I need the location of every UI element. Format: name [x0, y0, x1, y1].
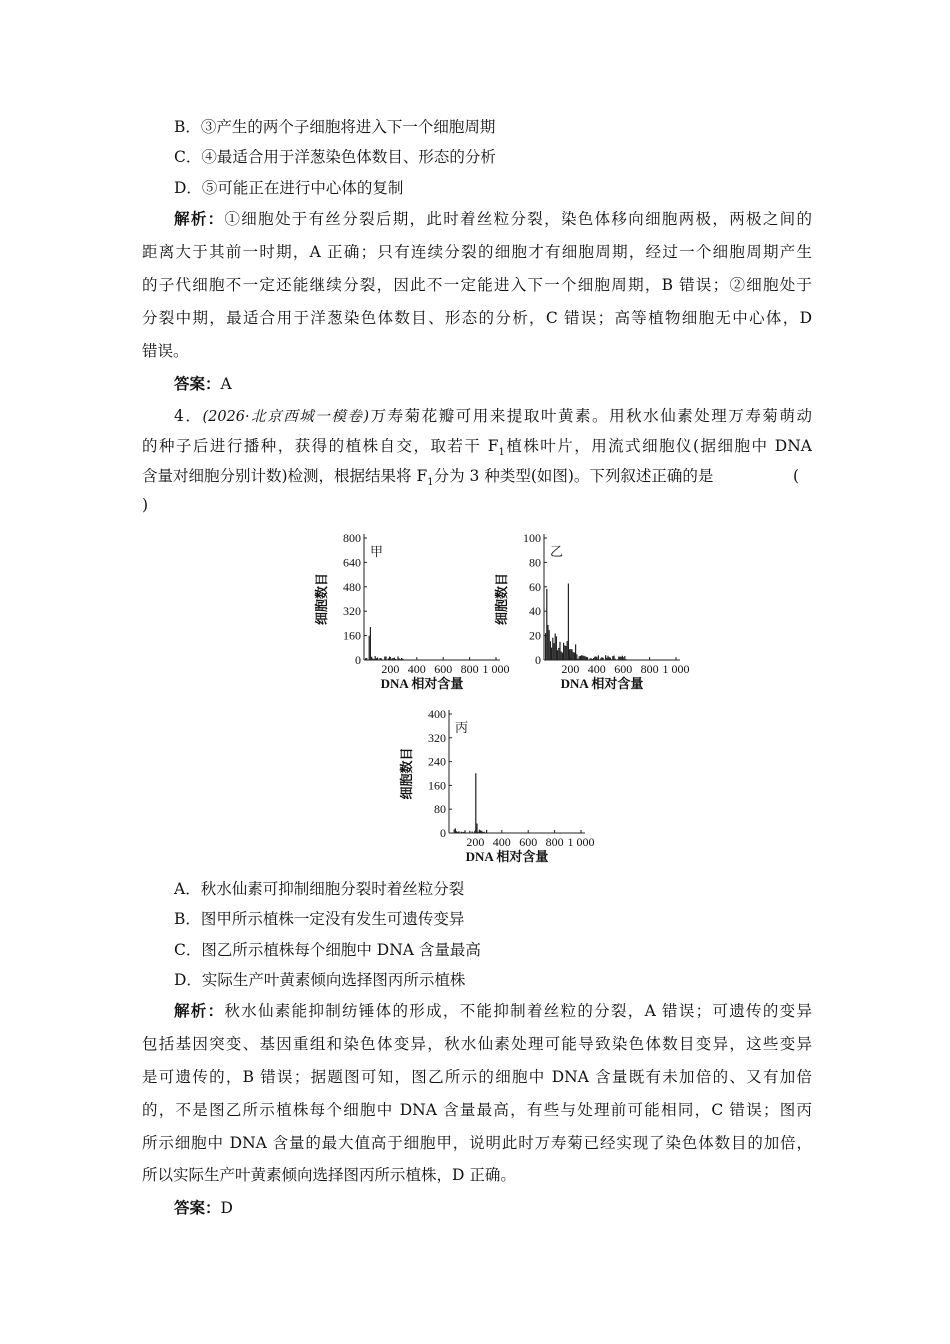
x-tick-label: 1 000	[482, 662, 510, 676]
histogram-bar	[553, 643, 554, 660]
analysis4-line-2: 包括基因突变、基因重组和染色体变异，秋水仙素处理可能导致染色体数目变异，这些变异	[142, 1035, 812, 1053]
histogram-bar	[622, 656, 623, 660]
histogram-bar	[592, 659, 593, 660]
histogram-bar	[395, 659, 396, 660]
histogram-bar	[481, 831, 482, 833]
answer-bracket-open: (	[793, 467, 800, 485]
histogram-bar	[464, 830, 465, 833]
histogram-bar	[580, 656, 581, 660]
histogram-bar	[559, 642, 560, 660]
histogram-bar	[623, 659, 624, 660]
y-tick-label: 800	[343, 531, 361, 545]
x-tick-label: 400	[492, 835, 511, 849]
option-c-q4: C．图乙所示植株每个细胞中 DNA 含量最高	[174, 941, 481, 959]
analysis-prev-line-5: 错误。	[142, 342, 189, 360]
histogram-bar	[600, 658, 601, 660]
histogram-yi	[494, 531, 690, 691]
y-tick-label: 160	[343, 628, 361, 643]
histogram-bar	[479, 830, 480, 833]
histogram-bar	[607, 656, 608, 660]
histogram-bar	[593, 658, 594, 660]
histogram-bar	[486, 830, 487, 833]
histogram-bar	[475, 773, 476, 833]
x-tick-label: 600	[434, 662, 453, 676]
histogram-bar	[388, 658, 389, 660]
histogram-bar	[565, 646, 566, 660]
histogram-bar	[549, 630, 550, 660]
histogram-bar	[610, 658, 611, 660]
histogram-bar	[558, 648, 559, 660]
histogram-bar	[567, 641, 568, 660]
histogram-bar	[603, 658, 604, 660]
y-tick-label: 80	[529, 555, 541, 570]
histogram-bar	[366, 658, 367, 660]
histogram-bar	[597, 659, 598, 660]
histogram-bar	[619, 657, 620, 660]
analysis4-line-1: 解析：秋水仙素能抑制纺锤体的形成，不能抑制着丝粒的分裂，A 错误；可遗传的变异	[174, 1001, 812, 1020]
histogram-bar	[615, 659, 616, 660]
histogram-bar	[550, 641, 551, 660]
y-tick-label: 0	[440, 826, 446, 840]
option-c-prev: C．④最适合用于洋葱染色体数目、形态的分析	[174, 148, 496, 166]
histogram-bar	[461, 832, 462, 833]
x-tick-label: 200	[381, 662, 400, 676]
histogram-bar	[589, 658, 590, 660]
histogram-bar	[400, 659, 401, 660]
histogram-bar	[581, 655, 582, 660]
option-b-q4: B．图甲所示植株一定没有发生可遗传变异	[174, 910, 465, 928]
histogram-bar	[373, 659, 374, 660]
x-tick-label: 800	[460, 662, 479, 676]
histogram-bar	[582, 655, 583, 660]
histogram-bar	[595, 656, 596, 660]
histogram-bar	[609, 657, 610, 660]
question4-line-1: 4．(2026·北京西城一模卷)万寿菊花瓣可用来提取叶黄素。用秋水仙素处理万寿菊萌动	[174, 407, 812, 425]
histogram-bar	[480, 830, 481, 833]
histogram-bar	[393, 658, 394, 660]
histogram-bar	[570, 649, 571, 660]
histogram-bar	[613, 656, 614, 660]
histogram-bar	[594, 657, 595, 660]
histogram-bar	[573, 652, 574, 660]
analysis4-line-3: 是可遗传的，B 错误；据题图可知，图乙所示的细胞中 DNA 含量既有未加倍的、又有加倍	[142, 1068, 812, 1086]
histogram-bar	[621, 657, 622, 660]
histogram-bar	[371, 657, 372, 660]
histogram-bing	[399, 707, 595, 864]
analysis-prev-line-3: 的子代细胞不一定还能继续分裂，因此不一定能进入下一个细胞周期，B 错误；②细胞处于	[142, 276, 812, 294]
histogram-bar	[587, 657, 588, 660]
histogram-bar	[401, 658, 402, 660]
histogram-bar	[591, 658, 592, 660]
histogram-bar	[384, 657, 385, 660]
histogram-bar	[611, 659, 612, 660]
histogram-bar	[575, 644, 576, 660]
histogram-bar	[463, 832, 464, 833]
histogram-bar	[598, 655, 599, 660]
analysis4-line-6: 所以实际生产叶黄素倾向选择图丙所示植株，D 正确。	[142, 1166, 516, 1184]
histogram-bar	[472, 832, 473, 833]
histogram-bar	[378, 659, 379, 660]
x-axis-label: DNA 相对含量	[380, 676, 464, 691]
y-axis-label: 细胞数目	[494, 572, 509, 626]
y-tick-label: 80	[434, 802, 446, 817]
y-tick-label: 0	[535, 653, 541, 667]
question4-line-2: 的种子后进行播种，获得的植株自交，取若干 $F_1$植株叶片，用流式细胞仪(据细胞中 DNA	[142, 437, 812, 459]
panel-label: 甲	[370, 544, 384, 559]
histogram-bar	[561, 651, 562, 660]
histogram-bar	[381, 658, 382, 660]
x-tick-label: 600	[614, 662, 633, 676]
option-d-q4: D．实际生产叶黄素倾向选择图丙所示植株	[174, 971, 466, 989]
histogram-bar	[457, 832, 458, 833]
histogram-bar	[455, 828, 456, 833]
panel-label: 丙	[455, 720, 469, 735]
histogram-bar	[569, 649, 570, 660]
histogram-bar	[551, 648, 552, 660]
histogram-bar	[568, 584, 569, 660]
histogram-bar	[577, 659, 578, 660]
histogram-bar	[545, 633, 546, 660]
histogram-bar	[583, 656, 584, 660]
histogram-bar	[454, 829, 455, 833]
histogram-bar	[624, 656, 625, 660]
histogram-bar	[379, 658, 380, 660]
y-tick-label: 240	[428, 754, 446, 769]
histogram-bar	[389, 657, 390, 660]
y-axis-label: 细胞数目	[399, 747, 414, 800]
y-tick-label: 160	[428, 778, 446, 793]
x-tick-label: 200	[561, 662, 580, 676]
histogram-bar	[571, 649, 572, 660]
histogram-bar	[372, 658, 373, 660]
histogram-bars	[365, 627, 405, 660]
y-axis-label: 细胞数目	[314, 572, 329, 626]
histogram-bar	[482, 832, 483, 833]
histogram-bar	[382, 659, 383, 660]
histogram-bar	[552, 638, 553, 660]
x-tick-label: 800	[545, 835, 564, 849]
histogram-bar	[601, 657, 602, 660]
answer-prev: 答案：A	[174, 374, 232, 393]
x-axis-label: DNA 相对含量	[560, 676, 644, 691]
analysis-prev-line-2: 距离大于其前一时期，A 正确；只有连续分裂的细胞才有细胞周期，经过一个细胞周期产生	[142, 243, 812, 261]
histogram-bar	[467, 832, 468, 833]
option-d-prev: D．⑤可能正在进行中心体的复制	[174, 179, 404, 197]
histogram-bar	[478, 832, 479, 833]
option-b-prev: B．③产生的两个子细胞将进入下一个细胞周期	[174, 118, 496, 136]
y-tick-label: 40	[529, 604, 541, 619]
analysis-prev-line-4: 分裂中期，最适合用于洋葱染色体数目、形态的分析，C 错误；高等植物细胞无中心体，D	[142, 309, 812, 327]
y-tick-label: 100	[523, 531, 541, 545]
histogram-bar	[375, 656, 376, 660]
histogram-bar	[579, 656, 580, 660]
question4-line-3: 含量对细胞分别计数)检测，根据结果将 $F_1$分为 3 种类型(如图)。下列叙述正确的是	[142, 467, 714, 489]
histogram-bar	[390, 659, 391, 660]
histogram-bar	[458, 831, 459, 833]
y-tick-label: 400	[428, 707, 446, 721]
histogram-bar	[617, 659, 618, 660]
histogram-bar	[476, 824, 477, 833]
histogram-bar	[585, 656, 586, 660]
y-tick-label: 0	[355, 653, 361, 667]
histogram-bar	[365, 658, 366, 660]
histogram-bar	[546, 589, 547, 660]
x-tick-label: 200	[466, 835, 485, 849]
histogram-bar	[456, 831, 457, 833]
histogram-bar	[605, 655, 606, 660]
y-tick-label: 480	[343, 579, 361, 594]
histogram-bar	[369, 636, 370, 660]
histogram-bar	[555, 634, 556, 660]
x-tick-label: 1 000	[567, 835, 595, 849]
histogram-bar	[563, 643, 564, 660]
histogram-bars	[450, 773, 490, 833]
x-tick-label: 1 000	[662, 662, 690, 676]
y-tick-label: 320	[428, 730, 446, 745]
histogram-bar	[484, 832, 485, 833]
histogram-bar	[385, 656, 386, 660]
option-a-q4: A．秋水仙素可抑制细胞分裂时着丝粒分裂	[174, 880, 465, 898]
histogram-bar	[377, 658, 378, 660]
answer-q4: 答案：D	[174, 1198, 233, 1217]
histogram-bar	[586, 657, 587, 660]
histogram-bar	[462, 832, 463, 833]
histogram-bar	[376, 658, 377, 660]
histogram-bar	[564, 645, 565, 660]
histogram-bar	[574, 653, 575, 660]
histogram-bar	[399, 658, 400, 660]
y-tick-label: 60	[529, 579, 541, 594]
x-axis-label: DNA 相对含量	[465, 849, 549, 864]
y-tick-label: 640	[343, 555, 361, 570]
histogram-bar	[403, 659, 404, 660]
histogram-bar	[474, 831, 475, 833]
histogram-bar	[557, 650, 558, 660]
histogram-bars	[545, 584, 627, 660]
histogram-bar	[562, 653, 563, 660]
x-tick-label: 400	[587, 662, 606, 676]
histogram-bar	[370, 627, 371, 660]
y-tick-label: 20	[529, 628, 541, 643]
histogram-bar	[547, 625, 548, 660]
histogram-bar	[612, 656, 613, 660]
histogram-bar	[576, 654, 577, 660]
answer-bracket-close: )	[142, 496, 149, 514]
histogram-bar	[606, 658, 607, 660]
analysis-prev-line-1: 解析：①细胞处于有丝分裂后期，此时着丝粒分裂，染色体移向细胞两极，两极之间的	[174, 209, 812, 228]
histogram-bar	[396, 659, 397, 660]
histogram-jia	[314, 531, 510, 691]
analysis4-line-5: 所示细胞中 DNA 含量的最大值高于细胞甲，说明此时万寿菊已经实现了染色体数目的加倍，	[142, 1134, 812, 1152]
histogram-bar	[394, 658, 395, 660]
analysis4-line-4: 的，不是图乙所示植株每个细胞中 DNA 含量最高，有些与处理前可能相同，C 错误；图丙	[142, 1101, 812, 1119]
x-tick-label: 800	[640, 662, 659, 676]
y-tick-label: 320	[343, 604, 361, 619]
panel-label: 乙	[550, 544, 564, 559]
x-tick-label: 600	[519, 835, 538, 849]
histogram-bar	[402, 659, 403, 660]
histogram-bar	[625, 659, 626, 660]
histogram-bar	[397, 656, 398, 660]
histogram-bar	[391, 658, 392, 660]
x-tick-label: 400	[407, 662, 426, 676]
histogram-bar	[618, 657, 619, 660]
histogram-bar	[469, 831, 470, 833]
histogram-bar	[556, 636, 557, 660]
